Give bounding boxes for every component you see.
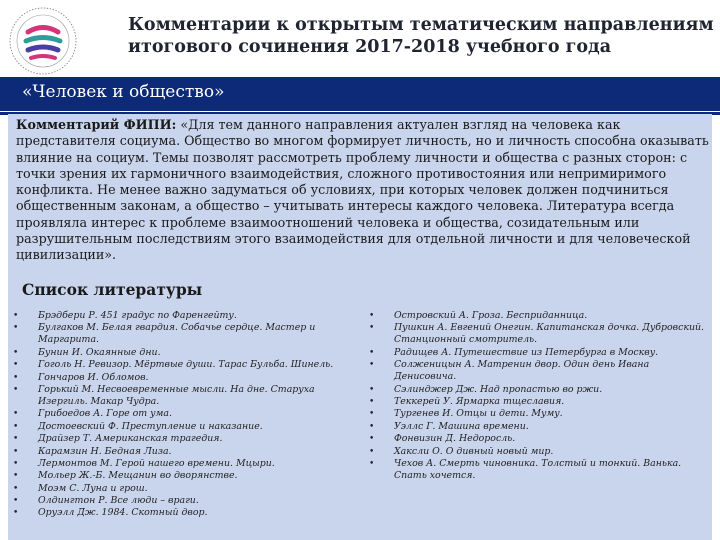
list-item: • Фонвизин Д. Недоросль. (368, 433, 713, 445)
list-item: • Теккерей У. Ярмарка тщеславия. (368, 396, 713, 408)
list-item: • Гоголь Н. Ревизор. Мёртвые души. Тарас Бульба. Шинель. (12, 359, 347, 371)
list-item: • Достоевский Ф. Преступление и наказание. (12, 421, 347, 433)
page-title (128, 14, 718, 58)
list-item: • Булгаков М. Белая гвардия. Собачье сердце. Мастер и Маргарита. (12, 322, 347, 346)
list-item: • Брэдбери Р. 451 градус по Фаренгейту. (12, 310, 347, 322)
title-line-1: Комментарии к открытым тематическим направлениям (128, 15, 714, 35)
list-item: • Оруэлл Дж. 1984. Скотный двор. (12, 507, 347, 519)
list-item: • Бунин И. Окаянные дни. (12, 347, 347, 359)
list-item: • Гончаров И. Обломов. (12, 372, 347, 384)
comment-body: «Для тем данного направления актуален взгляд на человека как представителя социума. Общество во многом формирует личность, но и личность способна оказывать влияние на социум. Темы позволят рассмотреть проблему личности и общества с разных сторон: с точки зрения их гармоничного взаимодействия, сложного противостояния или непримиримого конфликта. Не менее важно задуматься об условиях, при которых человек должен подчиниться общественным законам, а общество – учитывать интересы каждого человека. Литература всегда проявляла интерес к проблеме взаимоотношений человека и общества, созидательным или разрушительным последствиям этого взаимодействия для отдельной личности и для человеческой цивилизации». (16, 117, 709, 263)
literature-list-right (368, 310, 713, 482)
list-item: • Островский А. Гроза. Бесприданница. (368, 310, 713, 322)
list-item: • Чехов А. Смерть чиновника. Толстый и тонкий. Ванька. Спать хочется. (368, 458, 713, 482)
list-item: • Тургенев И. Отцы и дети. Муму. (368, 408, 713, 420)
list-item: • Лермонтов М. Герой нашего времени. Мцыри. (12, 458, 347, 470)
list-item: • Моэм С. Луна и грош. (12, 483, 347, 495)
literature-title: Список литературы (22, 280, 203, 299)
list-item: • Пушкин А. Евгений Онегин. Капитанская дочка. Дубровский. Станционный смотритель. (368, 322, 713, 346)
list-item: • Грибоедов А. Горе от ума. (12, 408, 347, 420)
section-title: «Человек и общество» (22, 82, 225, 102)
list-item: • Горький М. Несвоевременные мысли. На дне. Старуха Изергиль. Макар Чудра. (12, 384, 347, 408)
comment-label: Комментарий ФИПИ: (16, 117, 177, 132)
list-item: • Мольер Ж.-Б. Мещанин во дворянстве. (12, 470, 347, 482)
list-item: • Драйзер Т. Американская трагедия. (12, 433, 347, 445)
comment-paragraph (16, 117, 712, 264)
list-item: • Олдингтон Р. Все люди – враги. (12, 495, 347, 507)
title-line-2: итогового сочинения 2017-2018 учебного года (128, 37, 612, 57)
list-item: • Солженицын А. Матренин двор. Один день Ивана Денисовича. (368, 359, 713, 383)
list-item: • Хаксли О. О дивный новый мир. (368, 446, 713, 458)
list-item: • Радищев А. Путешествие из Петербурга в Москву. (368, 347, 713, 359)
list-item: • Карамзин Н. Бедная Лиза. (12, 446, 347, 458)
literature-list-left (12, 310, 347, 520)
list-item: • Сэлинджер Дж. Над пропастью во ржи. (368, 384, 713, 396)
institute-logo-icon (4, 4, 82, 78)
list-item: • Уэллс Г. Машина времени. (368, 421, 713, 433)
